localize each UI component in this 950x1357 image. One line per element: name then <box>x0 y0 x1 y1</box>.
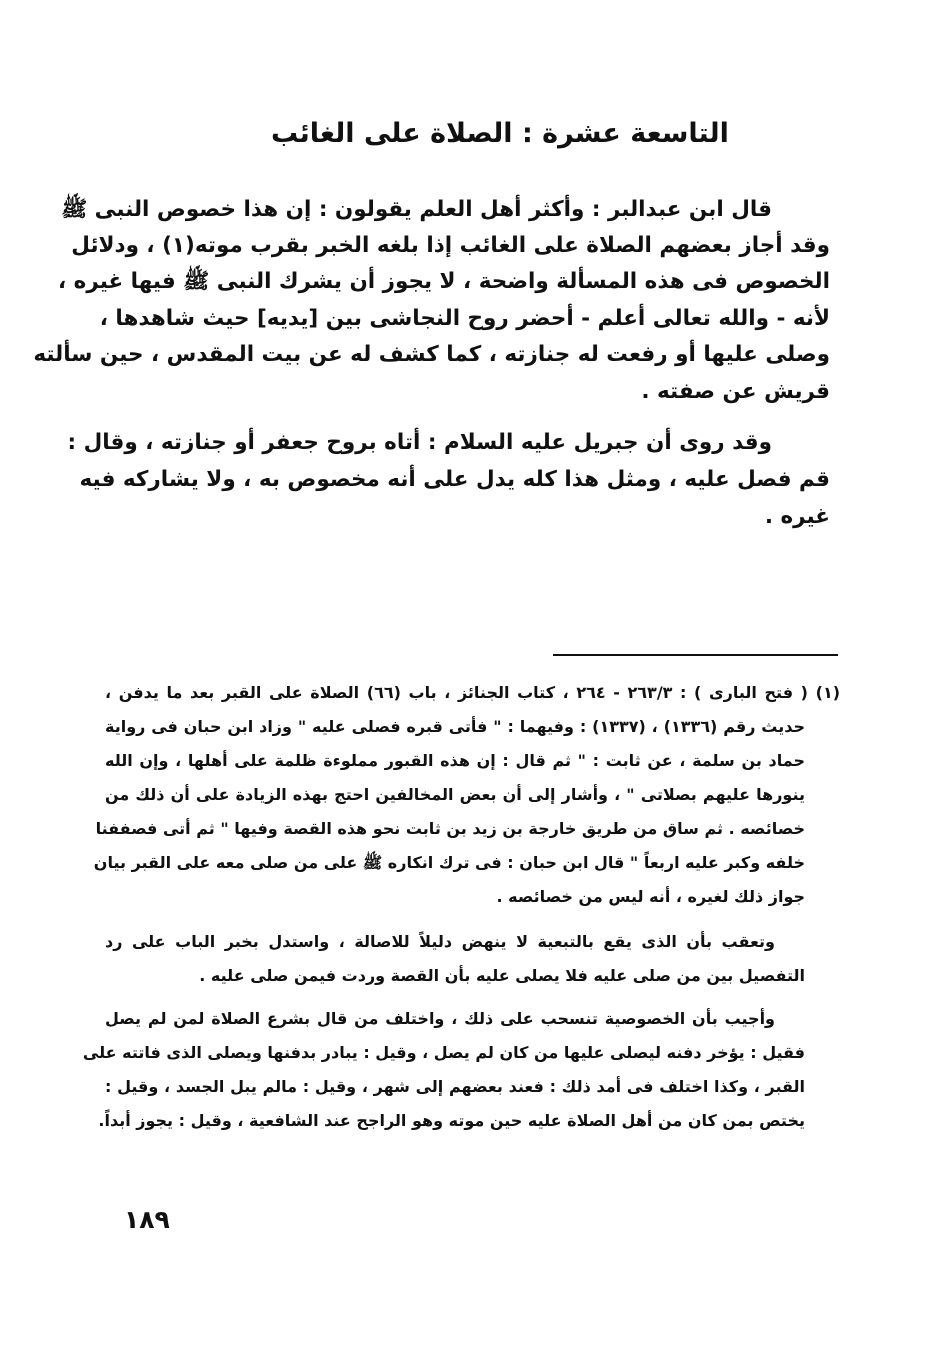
body-line: قم فصل عليه ، ومثل هذا كله يدل على أنه مخصوص به ، ولا يشاركه فيه <box>79 467 830 492</box>
page-number: ١٨٩ <box>124 1205 170 1234</box>
body-line: وقد أجاز بعضهم الصلاة على الغائب إذا بلغه الخبر بقرب موته(١) ، ودلائل <box>71 233 830 258</box>
footnote-line: حديث رقم (١٣٣٦) ، (١٣٣٧) : وفيهما : " فأتى قبره فصلى عليه " وزاد ابن حبان فى رواية <box>105 717 806 736</box>
footnote-line: جواز ذلك لغيره ، أنه ليس من خصائصه . <box>496 887 805 906</box>
body-line: لأنه - والله تعالى أعلم - أحضر روح النجاشى بين [يديه] حيث شاهدها ، <box>99 306 830 331</box>
footnote-line: (١) ( فتح البارى ) : ٢٦٣/٣ - ٢٦٤ ، كتاب الجنائز ، باب (٦٦) الصلاة على القبر بعد ما يدفن ، <box>105 683 841 702</box>
footnote-line: وتعقب بأن الذى يقع بالتبعية لا ينهض دليلاً للاصالة ، واستدل بخبر الباب على رد <box>105 932 775 951</box>
body-line: غيره . <box>764 504 830 529</box>
footnote-line: حماد بن سلمة ، عن ثابت : " ثم قال : إن هذه القبور مملوءة ظلمة على أهلها ، وإن الله <box>105 751 805 770</box>
footnote-line: خصائصه . ثم ساق من طريق خارجة بن زيد بن ثابت نحو هذه القصة وفيها " ثم أتى فصففنا <box>95 819 805 838</box>
body-line: وصلى عليها أو رفعت له جنازته ، كما كشف له عن بيت المقدس ، حين سألته <box>33 342 830 367</box>
main-text <box>33 0 830 560</box>
body-line: وقد روى أن جبريل عليه السلام : أتاه بروح جعفر أو جنازته ، وقال : <box>67 430 772 455</box>
body-line: قريش عن صفته . <box>641 379 830 404</box>
body-line: قال ابن عبدالبر : وأكثر أهل العلم يقولون : إن هذا خصوص النبى ﷺ <box>61 197 772 222</box>
footnote-line: ينورها عليهم بصلاتى " ، وأشار إلى أن بعض المخالفين احتج بهذه الزيادة على أن ذلك من <box>105 785 805 804</box>
body-line: الخصوص فى هذه المسألة واضحة ، لا يجوز أن يشرك النبى ﷺ فيها غيره ، <box>57 269 830 294</box>
section-title: التاسعة عشرة : الصلاة على الغائب <box>271 118 729 149</box>
footnote-line: القبر ، وكذا اختلف فى أمد ذلك : فعند بعضهم إلى شهر ، وقيل : مالم يبل الجسد ، وقيل : <box>105 1077 805 1096</box>
footnote-divider <box>553 654 838 656</box>
footnote-line: وأجيب بأن الخصوصية تنسحب على ذلك ، واختلف من قال بشرع الصلاة لمن لم يصل <box>105 1009 775 1028</box>
footnote-line: يختص بمن كان من أهل الصلاة عليه حين موته وهو الراجح عند الشافعية ، وقيل : يجوز أبداً. <box>98 1111 805 1130</box>
footnote-line: خلفه وكبر عليه اربعاً " قال ابن حبان : فى ترك انكاره ﷺ على من صلى معه على القبر بيان <box>93 853 805 872</box>
footnote-line: التفصيل بين من صلى عليه فلا يصلى عليه بأن القصة وردت فيمن صلى عليه . <box>199 966 805 985</box>
footnote-line: فقيل : يؤخر دفنه ليصلى عليها من كان لم يصل ، وقيل : يبادر بدفنها ويصلى الذى فاتته على <box>82 1043 805 1062</box>
